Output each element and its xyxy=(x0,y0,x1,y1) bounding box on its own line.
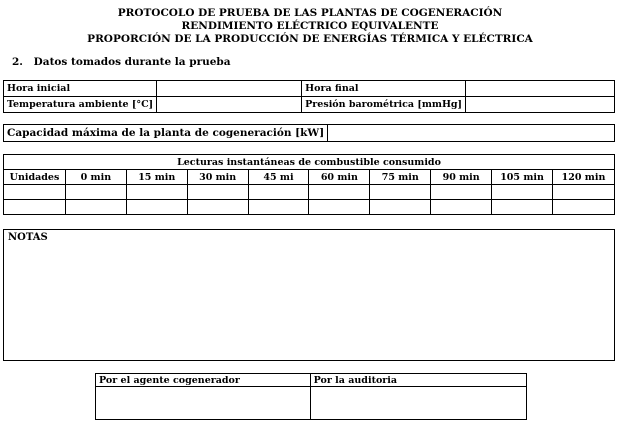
column-header: 60 min xyxy=(309,170,370,185)
table-cell[interactable] xyxy=(4,200,66,215)
table-cell[interactable] xyxy=(309,200,370,215)
table-cell[interactable] xyxy=(431,185,492,200)
header-subtitle-1: RENDIMIENTO ELÉCTRICO EQUIVALENTE xyxy=(181,20,439,32)
table-cell[interactable] xyxy=(370,200,431,215)
table-cell[interactable] xyxy=(4,185,66,200)
hora-inicial-field[interactable] xyxy=(157,81,302,97)
column-header: 45 mi xyxy=(248,170,309,185)
column-header: 0 min xyxy=(65,170,126,185)
table-cell[interactable] xyxy=(187,185,248,200)
hora-final-label: Hora final xyxy=(302,81,466,97)
table-cell[interactable] xyxy=(187,200,248,215)
header-title: PROTOCOLO DE PRUEBA DE LAS PLANTAS DE COGENERACIÓN xyxy=(117,7,503,19)
table-cell[interactable] xyxy=(309,185,370,200)
table-cell[interactable] xyxy=(248,200,309,215)
column-header: 90 min xyxy=(431,170,492,185)
table-header-row xyxy=(96,374,527,387)
agente-signature-field[interactable] xyxy=(96,387,311,420)
capacidad-label: Capacidad máxima de la planta de cogeneración [kW] xyxy=(4,125,328,142)
table-row xyxy=(4,97,615,113)
table-cell[interactable] xyxy=(126,200,187,215)
table-row xyxy=(4,200,615,215)
auditoria-signature-field[interactable] xyxy=(310,387,526,420)
temperatura-label: Temperatura ambiente [°C] xyxy=(4,97,157,113)
table-cell[interactable] xyxy=(370,185,431,200)
table-row xyxy=(4,185,615,200)
section-number: 2. xyxy=(12,56,23,68)
notas-box[interactable] xyxy=(3,229,615,361)
table-cell[interactable] xyxy=(492,200,553,215)
column-header: 30 min xyxy=(187,170,248,185)
signature-table xyxy=(95,373,527,420)
agente-label: Por el agente cogenerador xyxy=(96,374,311,387)
lecturas-title: Lecturas instantáneas de combustible consumido xyxy=(4,155,615,170)
table-cell[interactable] xyxy=(553,185,615,200)
table-row xyxy=(4,125,615,142)
conditions-table xyxy=(3,80,615,113)
column-header: Unidades xyxy=(4,170,66,185)
document-header xyxy=(0,7,620,46)
column-header: 120 min xyxy=(553,170,615,185)
lecturas-table xyxy=(3,154,615,215)
presion-label: Presión barométrica [mmHg] xyxy=(302,97,466,113)
table-cell[interactable] xyxy=(126,185,187,200)
temperatura-field[interactable] xyxy=(157,97,302,113)
presion-field[interactable] xyxy=(466,97,615,113)
table-title-row xyxy=(4,155,615,170)
section-heading xyxy=(12,56,231,68)
table-header-row xyxy=(4,170,615,185)
table-cell[interactable] xyxy=(65,200,126,215)
table-cell[interactable] xyxy=(65,185,126,200)
hora-final-field[interactable] xyxy=(466,81,615,97)
table-cell[interactable] xyxy=(431,200,492,215)
table-cell[interactable] xyxy=(248,185,309,200)
section-title: Datos tomados durante la prueba xyxy=(33,56,231,68)
hora-inicial-label: Hora inicial xyxy=(4,81,157,97)
table-cell[interactable] xyxy=(492,185,553,200)
notas-label: NOTAS xyxy=(8,232,48,243)
table-row xyxy=(96,387,527,420)
column-header: 75 min xyxy=(370,170,431,185)
capacidad-field[interactable] xyxy=(328,125,615,142)
column-header: 105 min xyxy=(492,170,553,185)
table-row xyxy=(4,81,615,97)
table-cell[interactable] xyxy=(553,200,615,215)
header-subtitle-2: PROPORCIÓN DE LA PRODUCCIÓN DE ENERGÍAS TÉRMICA Y ELÉCTRICA xyxy=(87,33,533,45)
column-header: 15 min xyxy=(126,170,187,185)
capacidad-table xyxy=(3,124,615,142)
auditoria-label: Por la auditoria xyxy=(310,374,526,387)
